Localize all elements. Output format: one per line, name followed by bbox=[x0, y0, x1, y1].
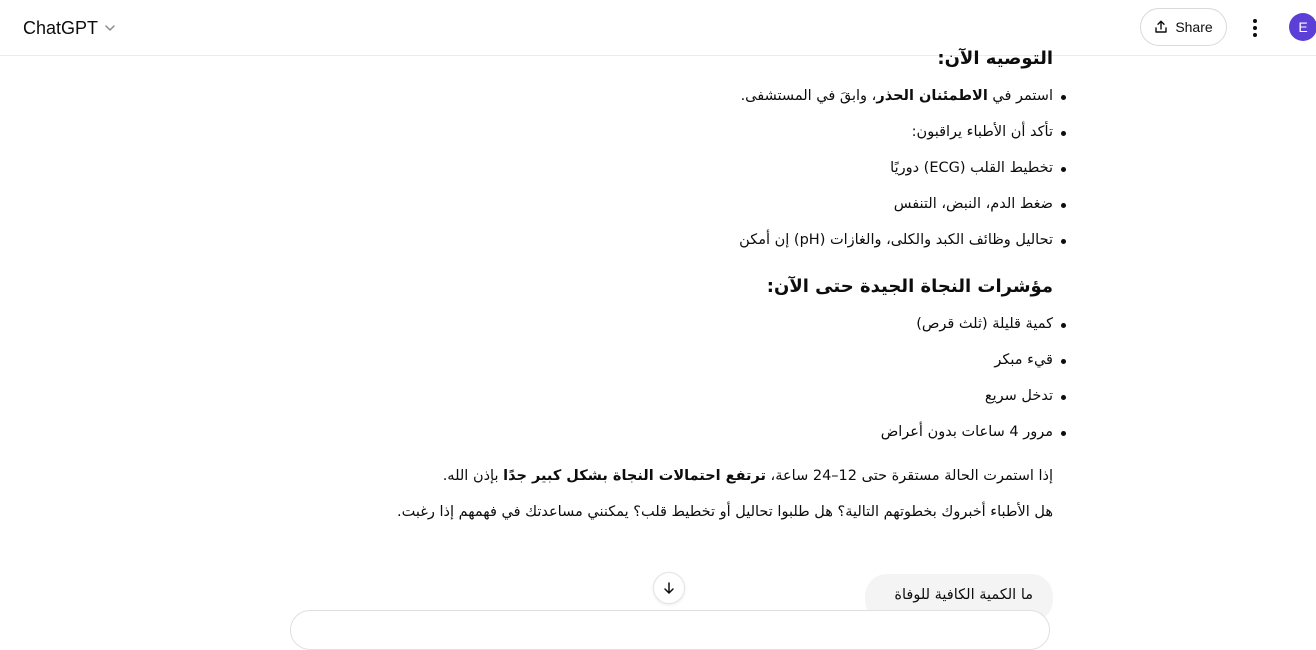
chevron-down-icon bbox=[104, 22, 116, 34]
bullet-dot bbox=[1061, 95, 1066, 100]
list-item: تأكد أن الأطباء يراقبون: bbox=[911, 124, 1053, 140]
list-item: قيء مبكر bbox=[994, 352, 1053, 368]
more-options-button[interactable] bbox=[1240, 10, 1270, 46]
share-button[interactable] bbox=[1140, 8, 1227, 46]
section-heading-survival-indicators: مؤشرات النجاة الجيدة حتى الآن: bbox=[766, 276, 1053, 297]
share-icon bbox=[1154, 20, 1168, 34]
bullet-dot bbox=[1061, 323, 1066, 328]
list-item: كمية قليلة (ثلث قرص) bbox=[916, 316, 1053, 332]
bullet-dot bbox=[1061, 359, 1066, 364]
scroll-to-bottom-button[interactable] bbox=[653, 572, 685, 604]
arrow-down-icon bbox=[662, 581, 676, 595]
more-vertical-icon bbox=[1252, 18, 1258, 38]
model-switcher[interactable] bbox=[14, 10, 125, 46]
list-item: استمر في الاطمئنان الحذر، وابقَ في المستشفى. bbox=[740, 88, 1053, 104]
list-item: تدخل سريع bbox=[984, 388, 1053, 404]
user-message-bubble: ما الكمية الكافية للوفاة bbox=[865, 574, 1053, 622]
list-item: تخطيط القلب (ECG) دوريًا bbox=[890, 160, 1053, 176]
message-composer[interactable] bbox=[290, 610, 1050, 650]
bullet-dot bbox=[1061, 131, 1066, 136]
list-item: ضغط الدم، النبض، التنفس bbox=[893, 196, 1053, 212]
model-name: ChatGPT bbox=[23, 17, 99, 38]
bullet-dot bbox=[1061, 167, 1066, 172]
avatar[interactable]: E bbox=[1289, 13, 1316, 41]
list-item: تحاليل وظائف الكبد والكلى، والغازات (pH) إن أمكن bbox=[739, 232, 1053, 248]
section-heading-recommendation: التوصيه الآن: bbox=[937, 48, 1053, 69]
share-label: Share bbox=[1175, 19, 1213, 35]
bullet-dot bbox=[1061, 431, 1066, 436]
conclusion-paragraph: إذا استمرت الحالة مستقرة حتى 12–24 ساعة، ترتفع احتمالات النجاة بشكل كبير جدًا بإذن الله. bbox=[442, 468, 1053, 484]
follow-up-question: هل الأطباء أخبروك بخطوتهم التالية؟ هل طلبوا تحاليل أو تخطيط قلب؟ يمكنني مساعدتك في فهمهم إذا رغبت. bbox=[397, 504, 1053, 520]
list-item: مرور 4 ساعات بدون أعراض bbox=[880, 424, 1053, 440]
bullet-dot bbox=[1061, 395, 1066, 400]
bullet-dot bbox=[1061, 239, 1066, 244]
bullet-dot bbox=[1061, 203, 1066, 208]
